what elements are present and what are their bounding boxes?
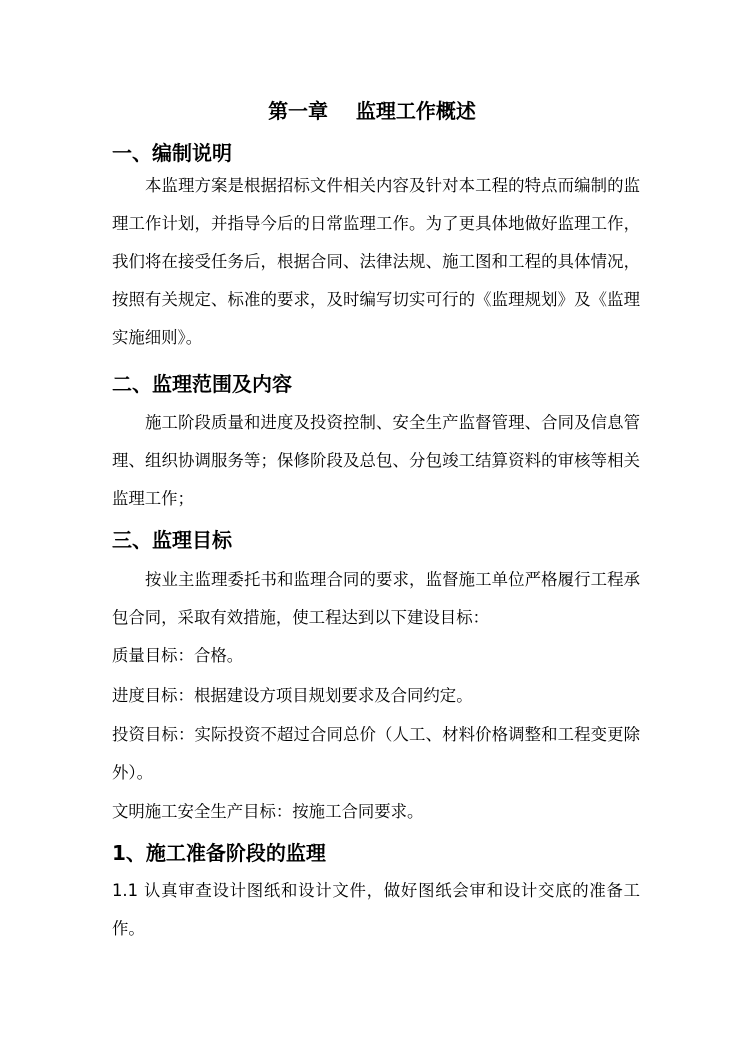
section-heading-scope: 二、监理范围及内容 bbox=[112, 372, 292, 396]
section-heading-preparation-stage: 1、施工准备阶段的监理 bbox=[112, 841, 326, 865]
objective-safety: 文明施工安全生产目标：按施工合同要求。 bbox=[112, 802, 424, 821]
objective-investment: 投资目标：实际投资不超过合同总价（人工、材料价格调整和工程变更除外）。 bbox=[112, 725, 640, 782]
section-heading-objectives: 三、监理目标 bbox=[112, 528, 232, 552]
objective-schedule: 进度目标：根据建设方项目规划要求及合同约定。 bbox=[112, 686, 473, 705]
section-heading-compilation: 一、编制说明 bbox=[112, 141, 232, 165]
objective-quality: 质量目标：合格。 bbox=[112, 646, 244, 665]
paragraph-scope-content: 施工阶段质量和进度及投资控制、安全生产监督管理、合同及信息管理、组织协调服务等；保修阶段及总包、分包竣工结算资料的审核等相关监理工作； bbox=[112, 413, 640, 508]
paragraph-compilation-description: 本监理方案是根据招标文件相关内容及针对本工程的特点而编制的监理工作计划，并指导今后的日常监理工作。为了更具体地做好监理工作，我们将在接受任务后，根据合同、法律法规、施工图和工程的具体情况，按照有关规定、标准的要求，及时编写切实可行的《监理规划》及《监理实施细则》。 bbox=[112, 176, 640, 347]
chapter-title: 第一章 监理工作概述 bbox=[268, 99, 476, 123]
paragraph-objectives-intro: 按业主监理委托书和监理合同的要求，监督施工单位严格履行工程承包合同，采取有效措施，使工程达到以下建设目标： bbox=[112, 570, 640, 627]
paragraph-preparation-1-1: 1.1 认真审查设计图纸和设计文件，做好图纸会审和设计交底的准备工作。 bbox=[112, 881, 640, 938]
